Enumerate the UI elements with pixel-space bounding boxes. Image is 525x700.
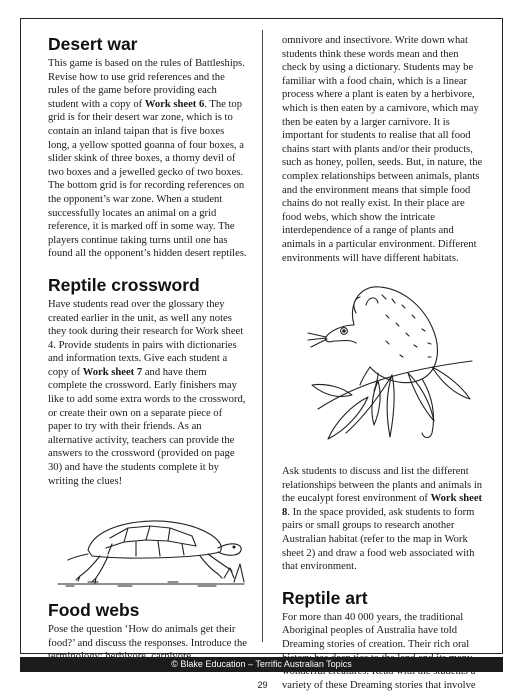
crossword-text-2: and have them complete the crossword. Early finishers may like to add some extra words to the crossword, or create their own on a separate piece of paper to try with their friends. As an alternative activity, teachers can provide the answers to the crossword (provided on page 30) and have the students complete it by writing the clues! (48, 366, 246, 487)
food-webs-paragraph-1: Pose the question ‘How do animals get their food?’ and discuss the responses. Introduce the (48, 624, 247, 649)
crossword-text-1: Have students read over the glossary they created earlier in the unit, as well any notes they took during their research for Work sheet 4. Provide students in pairs with dictionaries and information texts. Give each student a copy of (48, 298, 244, 378)
reptile-crossword-paragraph (48, 298, 248, 488)
desert-war-text-2: . The top grid is for their desert war zone, which is to contain an inland taipan that is five boxes long, a yellow spotted goanna of four boxes, a slider skink of three boxes, a thorny devil of two boxes and a jewelled gecko of two boxes. The bottom grid is for recording references on the opponent’s war zone. When a student successfully locates an animal on a grid reference, it is marked off in some way. The players continue taking turns until one has found all the opponent’s hidden desert reptiles. (48, 98, 247, 260)
food-webs-paragraph-1-continued: omnivore and insectivore. Write down what students think these words mean and then check by using a dictionary. Students may be familiar with a food chain, which is a linear process where a plant is eaten by a herbivore, which is then eaten by a carnivore, which may then be eaten by a larger carnivore. It is important for students to realise that all food chains start with plants and/or their products, such as honey, pollen, seeds. But, in nature, the complex relationships between animals, plants and the environment means that simple food chains do not really exist. In their place are food webs, which show the intricate interdependence of a range of plants and animals in a particular environment. Different environments will have different habitats. (282, 35, 483, 264)
possum-illustration (282, 275, 484, 445)
work-sheet-8-ref: Work sheet 8 (282, 493, 483, 518)
heading-reptile-crossword: Reptile crossword (48, 274, 200, 295)
heading-desert-war: Desert war (48, 34, 138, 54)
desert-war-text-1: This game is based on the rules of Battleships. Revise how to use grid references and the rules of the game before providing each student with a copy of (48, 58, 245, 110)
page-number: 29 (257, 680, 268, 690)
footer-bar (20, 657, 503, 672)
column-divider (262, 30, 263, 642)
footer-copyright: © Blake Education – Terrific Australian Topics (171, 659, 352, 669)
left-column (48, 34, 248, 664)
heading-reptile-art: Reptile art (282, 587, 368, 608)
desert-war-paragraph (48, 57, 248, 261)
food-webs-paragraph-2 (282, 465, 484, 574)
turtle-illustration (48, 498, 248, 590)
food-webs-text-2b: . In the space provided, ask students to form pairs or small groups to research another Australian habitat (refer to the map in Work sheet 2) and draw a food web associated with that environment. (282, 506, 475, 573)
right-column (282, 34, 484, 692)
work-sheet-7-ref: Work sheet 7 (82, 366, 143, 378)
heading-food-webs: Food webs (48, 600, 140, 621)
reptile-art-paragraph: For more than 40 000 years, the traditional Aboriginal peoples of Australia have told Dreaming stories of creation. Their rich oral variety of these Dreaming stories that involve (282, 611, 476, 691)
food-webs-text-2a: Ask students to discuss and list the different relationships between the plants and animals in the eucalypt forest environment of (282, 466, 483, 505)
work-sheet-6-ref: Work sheet 6 (144, 98, 205, 110)
